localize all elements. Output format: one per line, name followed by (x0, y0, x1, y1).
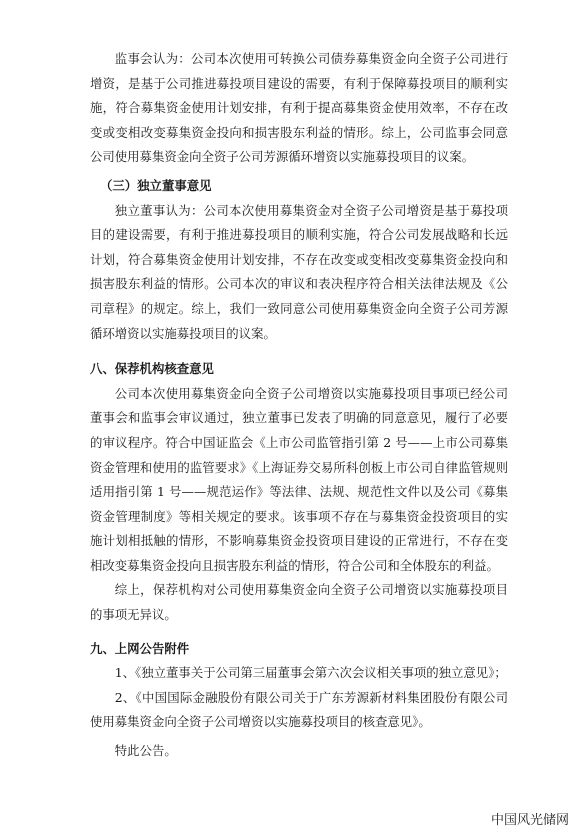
attachment-item-2: 2、《中国国际金融股份有限公司关于广东芳源新材料集团股份有限公司使用募集资金向全资子公司增资以实施募投项目的核查意见》。 (90, 689, 508, 730)
independent-director-opinion-paragraph: 独立董事认为：公司本次使用募集资金对全资子公司增资是基于募投项目的建设需要，有利于推进募投项目的顺利实施，符合公司发展战略和长远计划，符合募集资金使用计划安排，不存在改变或变相改变募集资金投向和损害股东利益的情形。公司本次的审议和表决程序符合相关法律法规及《公司章程》的规定。综上，我们一致同意公司使用募集资金向全资子公司芳源循环增资以实施募投项目的议案。 (90, 202, 508, 341)
supervisory-opinion-paragraph: 监事会认为：公司本次使用可转换公司债券募集资金向全资子公司进行增资，是基于公司推进募投项目建设的需要，有利于保障募投项目的顺利实施，符合募集资金使用计划安排，有利于提高募集资金使用效率，不存在改变或变相改变募集资金投向和损害股东利益的情形。综上，公司监事会同意公司使用募集资金向全资子公司芳源循环增资以实施募投项目的议案。 (90, 51, 508, 165)
site-watermark: 中国风光储网 (490, 813, 569, 828)
section-9-heading: 九、上网公告附件 (90, 640, 190, 656)
sponsor-conclusion-paragraph: 综上，保荐机构对公司使用募集资金向全资子公司增资以实施募投项目的事项无异议。 (90, 582, 508, 623)
section-8-heading: 八、保荐机构核查意见 (90, 361, 214, 377)
sponsor-review-paragraph: 公司本次使用募集资金向全资子公司增资以实施募投项目事项已经公司董事会和监事会审议通过，独立董事已发表了明确的同意意见，履行了必要的审议程序。符合中国证监会《上市公司监管指引第 2 号——上市公司募集资金管理和使用的监管要求》《上海证券交易所科创板上市公司自律监管规则适用指引第 1 号——规范运作》等法律、法规、规范性文件以及公司《募集资金管理制度》等相关规定的要求。该事项不存在与募集资金投资项目的实施计划相抵触的情形，不影响募集资金投资项目建设的正常进行，不存在变相改变募集资金投向且损害股东利益的情形，符合公司和全体股东的利益。 (90, 385, 508, 573)
closing-statement: 特此公告。 (114, 743, 177, 759)
section-3-heading: （三）独立董事意见 (100, 177, 212, 193)
attachment-item-1: 1、《独立董事关于公司第三届董事会第六次会议相关事项的独立意见》； (114, 665, 507, 681)
document-body (90, 47, 508, 764)
